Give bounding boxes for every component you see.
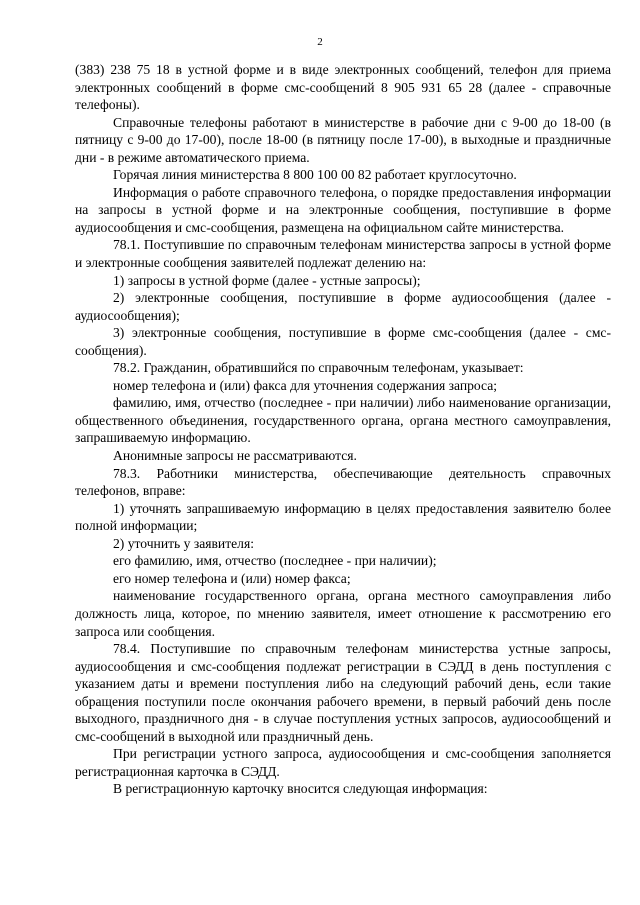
- list-item-clarify-info: 1) уточнять запрашиваемую информацию в целях предоставления заявителю более полной информации;: [75, 500, 611, 534]
- paragraph-78-2: 78.2. Гражданин, обратившийся по справочным телефонам, указывает:: [113, 360, 524, 376]
- paragraph-78-1: 78.1. Поступившие по справочным телефонам министерства запросы в устной форме и электронные сообщения заявителей подлежат делению на:: [75, 237, 611, 271]
- paragraph-continuation-phones: (383) 238 75 18 в устной форме и в виде электронных сообщений, телефон для приема электронных сообщений в форме смс-сообщений 8 905 931 65 28 (далее - справочные телефоны).: [75, 62, 611, 113]
- paragraph-78-4: 78.4. Поступившие по справочным телефонам министерства устные запросы, аудиосообщения и смс-сообщения подлежат регистрации в СЭДД в день поступления с указанием даты и времени поступления либо на следующий рабочий день, если такие обращения поступили после окончания рабочего времени, в первый рабочий день после выходного, праздничного дня - в случае поступления устных запросов, аудиосообщений и смс-сообщений в выходной или праздничный день.: [75, 641, 611, 744]
- paragraph-phone-fax-number: номер телефона и (или) факса для уточнения содержания запроса;: [113, 377, 498, 393]
- page-number: 2: [317, 36, 323, 48]
- list-item-clarify-applicant: 2) уточнить у заявителя:: [113, 535, 254, 551]
- paragraph-anonymous: Анонимные запросы не рассматриваются.: [113, 448, 357, 464]
- list-item-oral-requests: 1) запросы в устной форме (далее - устные запросы);: [113, 272, 421, 288]
- paragraph-phone-hours: Справочные телефоны работают в министерстве в рабочие дни с 9-00 до 18-00 (в пятницу с 9-00 до 17-00), после 18-00 (в пятницу после 17-00), в выходные и праздничные дни - в режиме автоматического приема.: [75, 114, 611, 165]
- paragraph-name-organization: фамилию, имя, отчество (последнее - при наличии) либо наименование организации, общественного объединения, государственного органа, органа местного самоуправления, запрашиваемую информацию.: [75, 395, 611, 446]
- paragraph-hotline: Горячая линия министерства 8 800 100 00 82 работает круглосуточно.: [113, 167, 517, 183]
- list-item-sms-messages: 3) электронные сообщения, поступившие в форме смс-сообщения (далее - смс-сообщения).: [75, 325, 611, 358]
- list-item-audio-messages: 2) электронные сообщения, поступившие в форме аудиосообщения (далее - аудиосообщения);: [75, 290, 611, 323]
- paragraph-applicant-phone: его номер телефона и (или) номер факса;: [113, 570, 351, 586]
- paragraph-authority-name: наименование государственного органа, органа местного самоуправления либо должность лица, которое, по мнению заявителя, имеет отношение к рассмотрению его запроса или сообщения.: [75, 588, 611, 639]
- paragraph-78-3: 78.3. Работники министерства, обеспечивающие деятельность справочных телефонов, вправе:: [75, 465, 611, 499]
- paragraph-info-website: Информация о работе справочного телефона, о порядке предоставления информации на запросы в устной форме и на электронные сообщения, поступившие в форме аудиосообщения и смс-сообщения, размещена на официальном сайте министерства.: [75, 184, 611, 235]
- document-body: [75, 61, 611, 798]
- paragraph-card-info: В регистрационную карточку вносится следующая информация:: [113, 781, 488, 797]
- paragraph-registration-card: При регистрации устного запроса, аудиосообщения и смс-сообщения заполняется регистрационная карточка в СЭДД.: [75, 746, 611, 779]
- paragraph-applicant-name: его фамилию, имя, отчество (последнее - при наличии);: [113, 553, 437, 569]
